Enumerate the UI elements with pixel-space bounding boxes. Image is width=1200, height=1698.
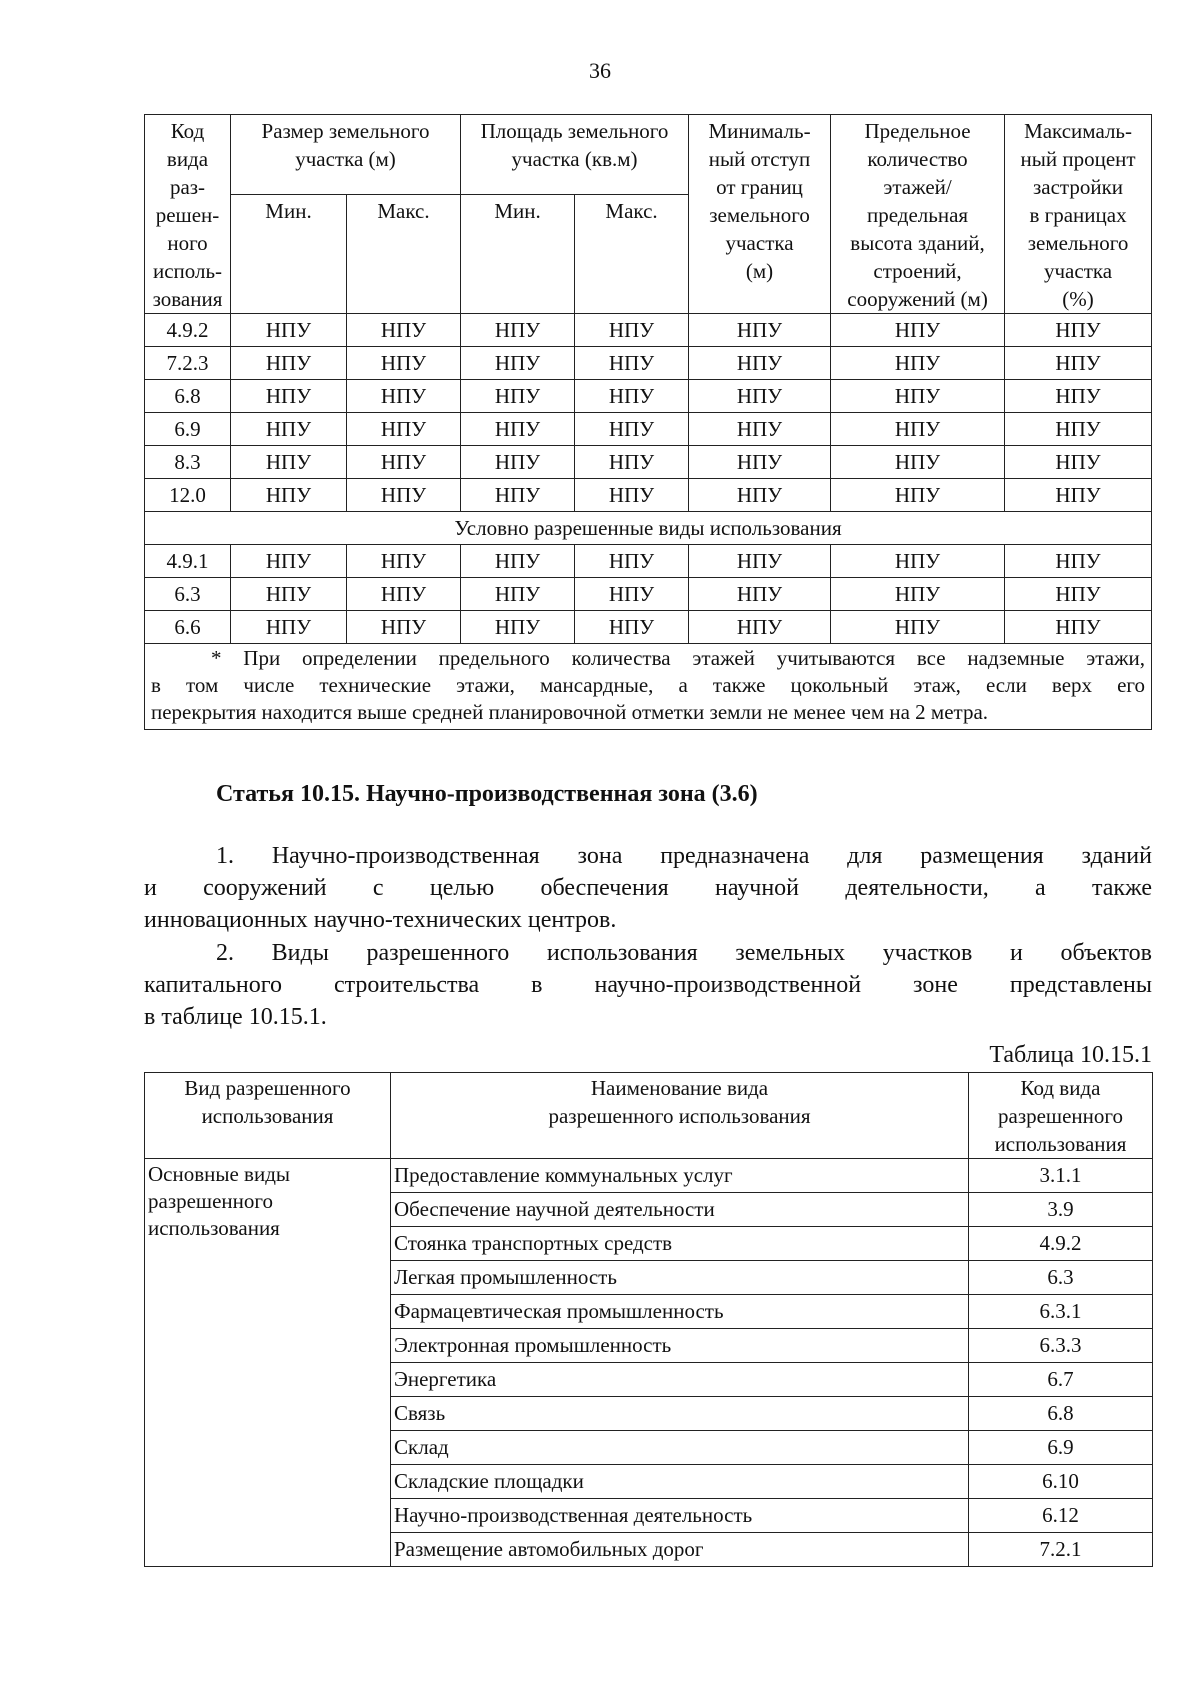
permitted-uses-rows [145, 1159, 1153, 1567]
header-line: участка [725, 231, 794, 255]
header-line: в границах [1029, 203, 1127, 227]
paragraph-2 [144, 937, 1152, 1033]
value-cell: НПУ [461, 545, 575, 578]
value-cell: НПУ [575, 380, 689, 413]
land-parameters-table [144, 114, 1152, 730]
use-group-label [145, 1159, 391, 1567]
header-line: Код вида [1020, 1076, 1101, 1100]
value-cell: НПУ [231, 578, 347, 611]
table-caption: Таблица 10.15.1 [989, 1042, 1152, 1068]
header-line: вида [166, 147, 209, 171]
header-use-code [969, 1073, 1153, 1159]
use-code-cell: 6.12 [969, 1499, 1153, 1533]
header-line: использования [994, 1132, 1127, 1156]
header-line: строений, [873, 259, 962, 283]
table-row [145, 446, 1152, 479]
use-code-cell: 6.7 [969, 1363, 1153, 1397]
table-row [145, 1159, 1153, 1193]
header-plot-area [461, 115, 689, 195]
value-cell: НПУ [831, 611, 1005, 644]
use-code-cell: 3.9 [969, 1193, 1153, 1227]
value-cell: НПУ [231, 413, 347, 446]
page-number: 36 [589, 58, 611, 83]
value-cell: НПУ [461, 380, 575, 413]
use-code-cell: 6.9 [145, 413, 231, 446]
header-line: Площадь земельного [480, 119, 669, 143]
header-line: Вид разрешенного [184, 1076, 351, 1100]
value-cell: НПУ [831, 545, 1005, 578]
value-cell: НПУ [231, 611, 347, 644]
value-cell: НПУ [461, 413, 575, 446]
value-cell: НПУ [575, 314, 689, 347]
group-line: использования [148, 1216, 280, 1240]
use-code-cell: 7.2.3 [145, 347, 231, 380]
value-cell: НПУ [231, 545, 347, 578]
header-line: количество [867, 147, 968, 171]
use-name-cell: Склад [391, 1431, 969, 1465]
value-cell: НПУ [575, 479, 689, 512]
value-cell: НПУ [831, 314, 1005, 347]
paragraph-1 [144, 840, 1152, 936]
value-cell: НПУ [1005, 446, 1152, 479]
value-cell: НПУ [461, 479, 575, 512]
table-row [145, 380, 1152, 413]
value-cell: НПУ [231, 314, 347, 347]
footnote-line: в том числе технические этажи, мансардные, а также цокольный этаж, если верх его [151, 673, 1146, 697]
value-cell: НПУ [347, 479, 461, 512]
header-line: сооружений (м) [847, 287, 988, 311]
article-heading: Статья 10.15. Научно-производственная зона (3.6) [216, 781, 758, 807]
header-line: ный отступ [708, 147, 811, 171]
value-cell: НПУ [461, 578, 575, 611]
value-cell: НПУ [575, 413, 689, 446]
value-cell: НПУ [831, 479, 1005, 512]
use-code-cell: 3.1.1 [969, 1159, 1153, 1193]
value-cell: НПУ [689, 314, 831, 347]
header-line: (%) [1062, 287, 1094, 311]
value-cell: НПУ [831, 380, 1005, 413]
value-cell: НПУ [689, 446, 831, 479]
header-line: Размер земельного [261, 119, 430, 143]
header-floors [831, 115, 1005, 314]
header-setback [689, 115, 831, 314]
footnote [145, 644, 1152, 730]
use-name-cell: Связь [391, 1397, 969, 1431]
header-size-min: Мин. [231, 194, 347, 313]
value-cell: НПУ [831, 347, 1005, 380]
header-line: этажей/ [883, 175, 952, 199]
header-line: решен- [155, 203, 220, 227]
value-cell: НПУ [575, 347, 689, 380]
header-line: участка [1043, 259, 1113, 283]
footnote-line: перекрытия находится выше средней планировочной отметки земли не менее чем на 2 метра. [151, 700, 989, 724]
value-cell: НПУ [831, 413, 1005, 446]
table-row [145, 545, 1152, 578]
value-cell: НПУ [831, 446, 1005, 479]
permitted-uses-table [144, 1072, 1153, 1567]
use-code-cell: 4.9.2 [969, 1227, 1153, 1261]
header-use-type [145, 1073, 391, 1159]
header-area-min: Мин. [461, 194, 575, 313]
header-line: Наименование вида [590, 1076, 769, 1100]
header-line: разрешенного [998, 1104, 1123, 1128]
value-cell: НПУ [231, 380, 347, 413]
use-name-cell: Стоянка транспортных средств [391, 1227, 969, 1261]
table-row [145, 578, 1152, 611]
use-name-cell: Складские площадки [391, 1465, 969, 1499]
value-cell: НПУ [1005, 347, 1152, 380]
use-code-cell: 6.9 [969, 1431, 1153, 1465]
use-name-cell: Обеспечение научной деятельности [391, 1193, 969, 1227]
value-cell: НПУ [347, 413, 461, 446]
header-line: Код [170, 119, 205, 143]
paragraph-line: 1. Научно-производственная зона предназначена для размещения зданий [216, 843, 1152, 869]
header-line: использования [201, 1104, 334, 1128]
paragraph-line: и сооружений с целью обеспечения научной деятельности, а также [144, 875, 1152, 901]
table-row [145, 314, 1152, 347]
header-use-name [391, 1073, 969, 1159]
value-cell: НПУ [1005, 413, 1152, 446]
use-name-cell: Энергетика [391, 1363, 969, 1397]
use-code-cell: 7.2.1 [969, 1533, 1153, 1567]
header-line: зования [152, 287, 223, 311]
paragraph-line: 2. Виды разрешенного использования земельных участков и объектов [216, 940, 1152, 966]
value-cell: НПУ [461, 314, 575, 347]
group-line: разрешенного [148, 1189, 273, 1213]
value-cell: НПУ [231, 347, 347, 380]
header-coverage [1005, 115, 1152, 314]
header-line: Предельное [864, 119, 971, 143]
header-line: исполь- [152, 259, 223, 283]
value-cell: НПУ [1005, 380, 1152, 413]
footnote-line: * При определении предельного количества этажей учитываются все надземные этажи, [211, 646, 1146, 670]
use-code-cell: 4.9.1 [145, 545, 231, 578]
conditional-rows [145, 545, 1152, 644]
conditional-uses-label: Условно разрешенные виды использования [145, 512, 1152, 545]
value-cell: НПУ [347, 611, 461, 644]
header-line: разрешенного использования [548, 1104, 811, 1128]
value-cell: НПУ [689, 545, 831, 578]
value-cell: НПУ [347, 545, 461, 578]
header-line: предельная [867, 203, 969, 227]
header-line: ный процент [1020, 147, 1136, 171]
header-line: ного [167, 231, 208, 255]
use-code-cell: 6.3 [969, 1261, 1153, 1295]
value-cell: НПУ [1005, 479, 1152, 512]
value-cell: НПУ [461, 446, 575, 479]
value-cell: НПУ [1005, 611, 1152, 644]
header-line: высота зданий, [850, 231, 985, 255]
paragraph-line: в таблице 10.15.1. [144, 1004, 327, 1030]
value-cell: НПУ [231, 446, 347, 479]
use-name-cell: Научно-производственная деятельность [391, 1499, 969, 1533]
value-cell: НПУ [575, 578, 689, 611]
use-code-cell: 6.3.3 [969, 1329, 1153, 1363]
value-cell: НПУ [347, 380, 461, 413]
value-cell: НПУ [689, 380, 831, 413]
value-cell: НПУ [1005, 578, 1152, 611]
value-cell: НПУ [347, 446, 461, 479]
header-line: Минималь- [708, 119, 811, 143]
value-cell: НПУ [575, 545, 689, 578]
value-cell: НПУ [1005, 314, 1152, 347]
table-row [145, 611, 1152, 644]
value-cell: НПУ [689, 578, 831, 611]
use-code-cell: 6.3.1 [969, 1295, 1153, 1329]
use-code-cell: 6.8 [145, 380, 231, 413]
use-code-cell: 8.3 [145, 446, 231, 479]
header-line: участка (м) [295, 147, 396, 171]
header-plot-size [231, 115, 461, 195]
use-code-cell: 6.8 [969, 1397, 1153, 1431]
value-cell: НПУ [575, 611, 689, 644]
table-row [145, 479, 1152, 512]
header-line: земельного [709, 203, 810, 227]
use-name-cell: Легкая промышленность [391, 1261, 969, 1295]
header-line: участка (кв.м) [511, 147, 638, 171]
header-line: Максималь- [1024, 119, 1132, 143]
value-cell: НПУ [231, 479, 347, 512]
use-code-cell: 6.3 [145, 578, 231, 611]
value-cell: НПУ [461, 611, 575, 644]
value-cell: НПУ [461, 347, 575, 380]
use-code-cell: 6.6 [145, 611, 231, 644]
use-name-cell: Электронная промышленность [391, 1329, 969, 1363]
group-line: Основные виды [148, 1162, 291, 1186]
value-cell: НПУ [831, 578, 1005, 611]
paragraph-line: инновационных научно-технических центров. [144, 907, 617, 933]
use-name-cell: Размещение автомобильных дорог [391, 1533, 969, 1567]
value-cell: НПУ [347, 347, 461, 380]
header-size-max: Макс. [347, 194, 461, 313]
table-row [145, 413, 1152, 446]
paragraph-line: капитального строительства в научно-производственной зоне представлены [144, 972, 1152, 998]
value-cell: НПУ [347, 578, 461, 611]
value-cell: НПУ [347, 314, 461, 347]
value-cell: НПУ [689, 347, 831, 380]
use-code-cell: 6.10 [969, 1465, 1153, 1499]
header-line: застройки [1033, 175, 1124, 199]
value-cell: НПУ [689, 611, 831, 644]
header-code [145, 115, 231, 314]
header-line: раз- [169, 175, 206, 199]
header-line: (м) [745, 259, 774, 283]
value-cell: НПУ [689, 479, 831, 512]
header-line: от границ [716, 175, 803, 199]
use-code-cell: 4.9.2 [145, 314, 231, 347]
value-cell: НПУ [689, 413, 831, 446]
value-cell: НПУ [1005, 545, 1152, 578]
use-code-cell: 12.0 [145, 479, 231, 512]
table-row [145, 347, 1152, 380]
use-name-cell: Предоставление коммунальных услуг [391, 1159, 969, 1193]
header-area-max: Макс. [575, 194, 689, 313]
value-cell: НПУ [575, 446, 689, 479]
main-rows [145, 314, 1152, 512]
header-line: земельного [1027, 231, 1129, 255]
use-name-cell: Фармацевтическая промышленность [391, 1295, 969, 1329]
